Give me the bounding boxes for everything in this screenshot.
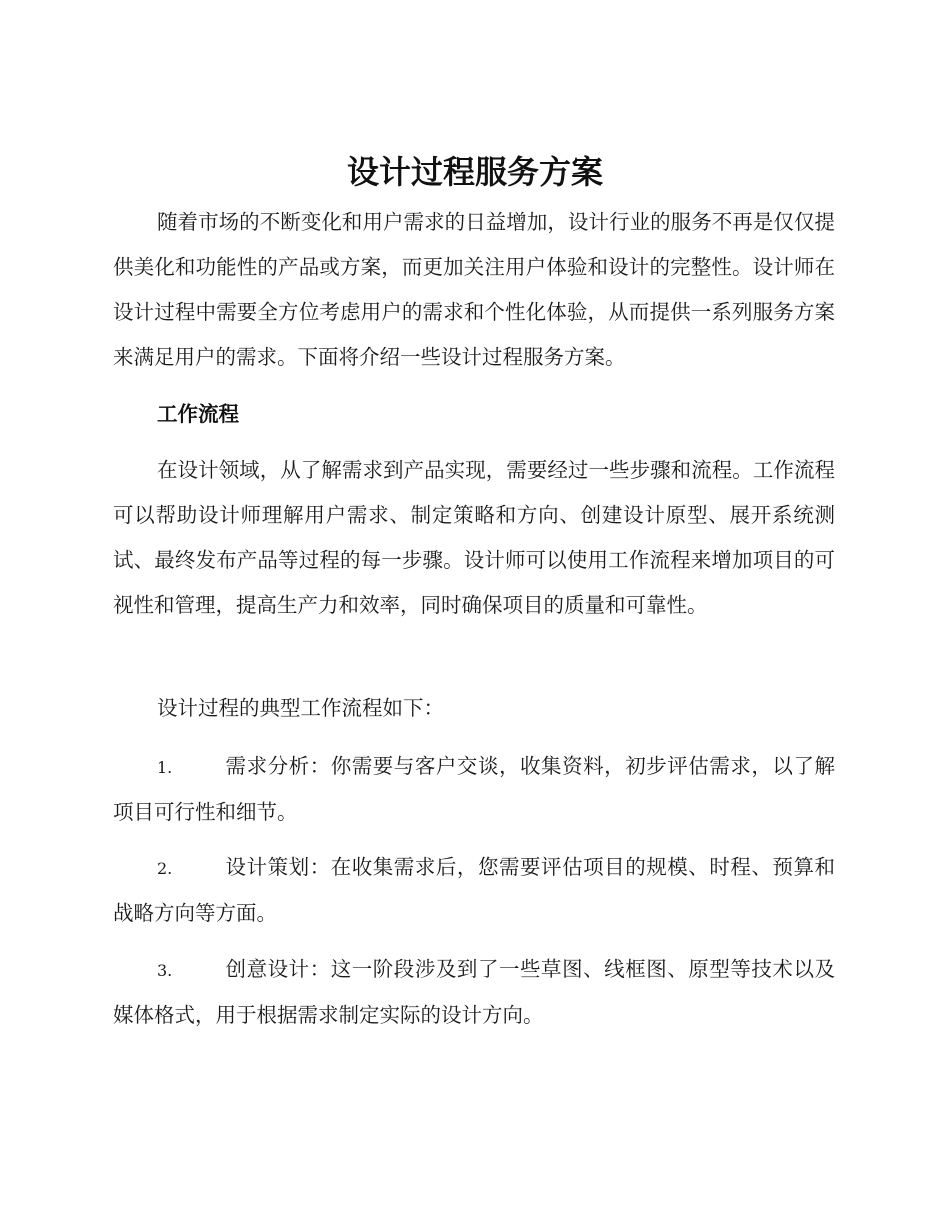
- intro-paragraph: 随着市场的不断变化和用户需求的日益增加，设计行业的服务不再是仅仅提供美化和功能性的产品或方案，而更加关注用户体验和设计的完整性。设计师在设计过程中需要全方位考虑用户的需求和个性化体验，从而提供一系列服务方案来满足用户的需求。下面将介绍一些设计过程服务方案。: [113, 210, 835, 369]
- list-item-step-3: [113, 947, 835, 1038]
- list-item-step-1: [113, 744, 835, 835]
- list-item-number: 3.: [157, 961, 173, 980]
- list-item-number: 2.: [157, 859, 173, 878]
- document-title: 设计过程服务方案: [346, 153, 603, 191]
- list-item-text: 设计策划：在收集需求后，您需要评估项目的规模、时程、预算和战略方向等方面。: [113, 855, 835, 925]
- section-heading-workflow: 工作流程: [157, 402, 239, 426]
- list-item-text: 需求分析：你需要与客户交谈，收集资料，初步评估需求，以了解项目可行性和细节。: [113, 754, 835, 824]
- list-item-number: 1.: [157, 758, 173, 777]
- workflow-paragraph: 在设计领域，从了解需求到产品实现，需要经过一些步骤和流程。工作流程可以帮助设计师理解用户需求、制定策略和方向、创建设计原型、展开系统测试、最终发布产品等过程的每一步骤。设计师可以使用工作流程来增加项目的可视性和管理，提高生产力和效率，同时确保项目的质量和可靠性。: [113, 458, 835, 617]
- workflow-list-lead: 设计过程的典型工作流程如下：: [157, 696, 444, 720]
- list-item-text: 创意设计：这一阶段涉及到了一些草图、线框图、原型等技术以及媒体格式，用于根据需求制定实际的设计方向。: [113, 957, 835, 1027]
- list-item-step-2: [113, 845, 835, 936]
